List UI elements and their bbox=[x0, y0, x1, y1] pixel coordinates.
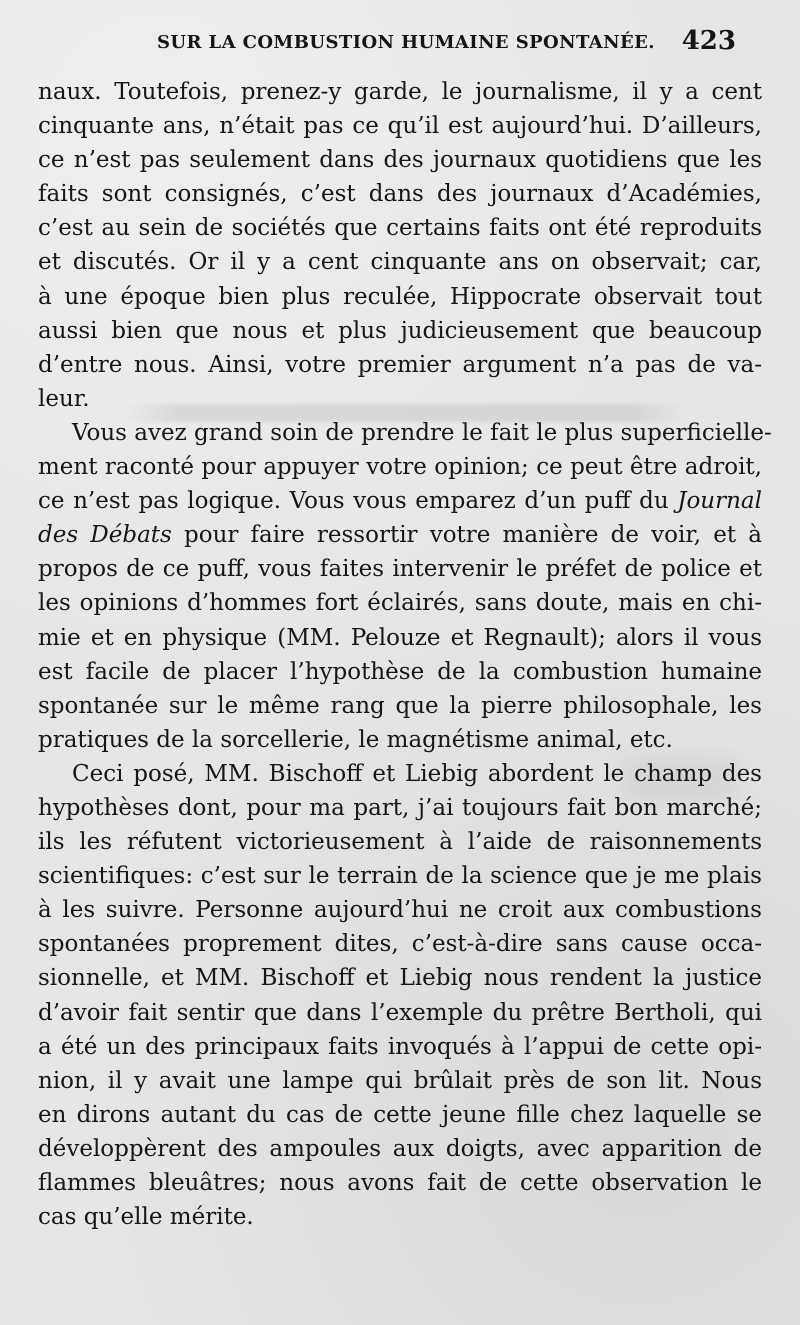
text-line: mie et en physique (MM. Pelouze et Regnault); alors il vous bbox=[38, 624, 762, 651]
text-line: développèrent des ampoules aux doigts, avec apparition de bbox=[38, 1135, 762, 1162]
text-line: les opinions d’hommes fort éclairés, sans doute, mais en chi- bbox=[38, 590, 762, 617]
text-line-segment: ce n’est pas logique. Vous vous emparez d’un puff du bbox=[38, 488, 678, 515]
text-line: d’entre nous. Ainsi, votre premier argument n’a pas de va- bbox=[38, 351, 762, 378]
text-line: d’avoir fait sentir que dans l’exemple du prêtre Bertholi, qui bbox=[38, 999, 762, 1026]
text-line: a été un des principaux faits invoqués à l’appui de cette opi- bbox=[38, 1033, 762, 1060]
text-line: ils les réfutent victorieusement à l’aide de raisonnements bbox=[38, 829, 762, 856]
text-line: naux. Toutefois, prenez-y garde, le journalisme, il y a cent bbox=[38, 79, 762, 105]
body-text bbox=[38, 75, 772, 1234]
text-line: en dirons autant du cas de cette jeune fille chez laquelle se bbox=[38, 1101, 762, 1128]
text-line: à une époque bien plus reculée, Hippocrate observait tout bbox=[38, 283, 762, 310]
journal-title-italic: des Débats bbox=[38, 522, 172, 549]
text-line: cinquante ans, n’était pas ce qu’il est aujourd’hui. D’ailleurs, bbox=[38, 113, 762, 140]
text-line: flammes bleuâtres; nous avons fait de cette observation le bbox=[38, 1170, 762, 1196]
text-line: nion, il y avait une lampe qui brûlait près de son lit. Nous bbox=[38, 1067, 762, 1094]
text-line: spontanée sur le même rang que la pierre philosophale, les bbox=[38, 692, 762, 719]
text-line: hypothèses dont, pour ma part, j’ai toujours fait bon marché; bbox=[38, 794, 762, 821]
text-line: spontanées proprement dites, c’est-à-dire sans cause occa- bbox=[38, 931, 762, 958]
text-line: scientifiques: c’est sur le terrain de la science que je me plais bbox=[38, 863, 762, 890]
text-line: c’est au sein de sociétés que certains faits ont été reproduits bbox=[38, 215, 762, 242]
running-head: SUR LA COMBUSTION HUMAINE SPONTANÉE. bbox=[157, 32, 655, 53]
text-line: Ceci posé, MM. Bischoff et Liebig abordent le champ des bbox=[72, 760, 762, 787]
text-line bbox=[38, 484, 762, 518]
text-line: sionnelle, et MM. Bischoff et Liebig nous rendent la justice bbox=[38, 965, 762, 992]
text-line: ce n’est pas seulement dans des journaux quotidiens que les bbox=[38, 147, 762, 174]
journal-title-italic: Journal bbox=[677, 488, 762, 515]
text-line: propos de ce puff, vous faites intervenir le préfet de police et bbox=[38, 556, 762, 583]
text-line: cas qu’elle mérite. bbox=[38, 1204, 254, 1231]
page-number: 423 bbox=[681, 26, 736, 56]
text-line: pratiques de la sorcellerie, le magnétisme animal, etc. bbox=[38, 726, 673, 753]
text-line: et discutés. Or il y a cent cinquante ans on observait; car, bbox=[38, 249, 762, 276]
page-header bbox=[0, 28, 800, 64]
text-line: leur. bbox=[38, 385, 90, 412]
text-line: faits sont consignés, c’est dans des journaux d’Académies, bbox=[38, 181, 762, 208]
text-line: Vous avez grand soin de prendre le fait le plus superficielle- bbox=[72, 419, 772, 446]
text-line: est facile de placer l’hypothèse de la combustion humaine bbox=[38, 658, 762, 685]
text-line-segment: pour faire ressortir votre manière de voir, et à bbox=[171, 522, 762, 549]
text-line bbox=[38, 518, 762, 552]
text-line: ment raconté pour appuyer votre opinion; ce peut être adroit, bbox=[38, 454, 762, 481]
text-line: à les suivre. Personne aujourd’hui ne croit aux combustions bbox=[38, 897, 762, 924]
text-line: aussi bien que nous et plus judicieusement que beaucoup bbox=[38, 317, 762, 344]
